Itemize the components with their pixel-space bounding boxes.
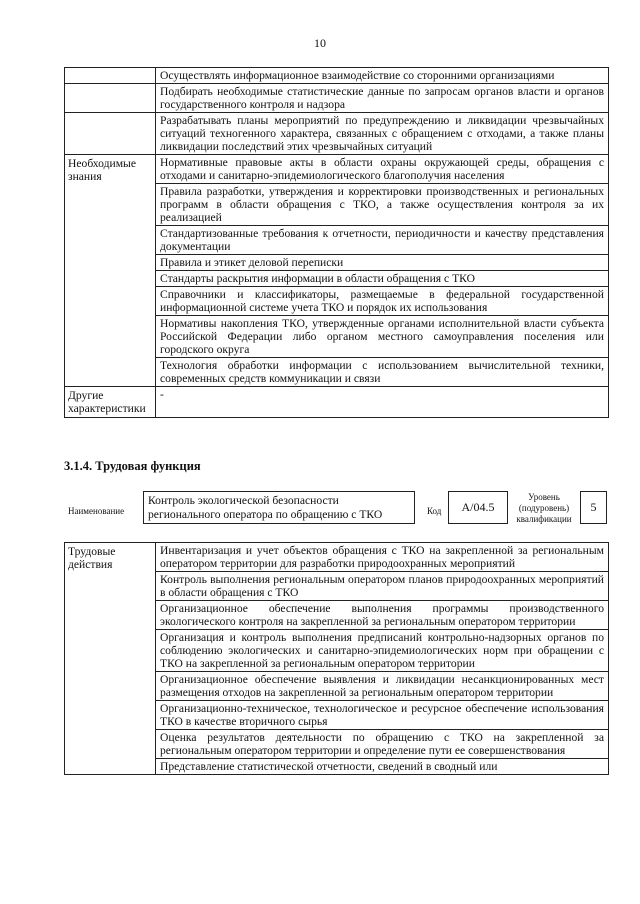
table-cell: Организационное обеспечение выполнения программы производственного экологического контроля на закрепленной за региональным оператором территории — [156, 601, 609, 630]
table-cell: Организационное обеспечение выявления и ликвидации несанкционированных мест размещения отходов на закрепленной за региональным оператором территории — [156, 672, 609, 701]
row-label — [65, 68, 156, 84]
name-label: Наименование — [68, 506, 125, 516]
table-cell: Подбирать необходимые статистические данные по запросам органов власти и органов государственного контроля и надзора — [156, 84, 609, 113]
table-cell: Представление статистической отчетности, сведений в сводный или — [156, 759, 609, 775]
table-cell: Правила разработки, утверждения и корректировки производственных и региональных программ в области обращения с ТКО, а также осуществления контроля за их реализацией — [156, 184, 609, 226]
code-label: Код — [427, 506, 442, 516]
row-label — [65, 84, 156, 113]
row-label-knowledge: Необходимые знания — [65, 155, 156, 387]
table-cell: Технология обработки информации с использованием вычислительной техники, современных средств коммуникации и связи — [156, 358, 609, 387]
table-cell: Инвентаризация и учет объектов обращения с ТКО на закрепленной за региональным оператором территории для разработки природоохранных мероприятий — [156, 543, 609, 572]
table-row — [65, 68, 609, 84]
table-cell: Организационно-техническое, технологическое и ресурсное обеспечение использования ТКО в качестве вторичного сырья — [156, 701, 609, 730]
page-number: 10 — [314, 36, 326, 50]
row-label-actions: Трудовые действия — [65, 543, 156, 775]
section-title: 3.1.4. Трудовая функция — [64, 459, 201, 473]
table-row — [65, 113, 609, 155]
table-row — [65, 84, 609, 113]
table-cell: Нормативные правовые акты в области охраны окружающей среды, обращения с отходами и санитарно-эпидемиологического благополучия населения — [156, 155, 609, 184]
table-cell: Нормативы накопления ТКО, утвержденные органами исполнительной власти субъекта Российской Федерации либо органом местного самоуправления поселения или городского округа — [156, 316, 609, 358]
table-row — [65, 155, 609, 184]
row-label — [65, 113, 156, 155]
table-row — [65, 387, 609, 418]
code-box: А/04.5 — [448, 491, 508, 524]
function-name-box: Контроль экологической безопасности регионального оператора по обращению с ТКО — [143, 491, 415, 524]
labor-actions-table — [64, 542, 609, 775]
table-cell: Осуществлять информационное взаимодействие со сторонними организациями — [156, 68, 609, 84]
table-row — [65, 543, 609, 572]
table-cell: Стандартизованные требования к отчетности, периодичности и качеству представления документации — [156, 226, 609, 255]
level-box: 5 — [580, 491, 607, 524]
table-cell: Разрабатывать планы мероприятий по предупреждению и ликвидации чрезвычайных ситуаций техногенного характера, связанных с обращением с отходами, а также планы ликвидации последствий этих чрезвычайных ситуаций — [156, 113, 609, 155]
table-cell: Организация и контроль выполнения предписаний контрольно-надзорных органов по соблюдению экологических и санитарно-эпидемиологических норм при обращении с ТКО на закрепленной за региональным оператором территории — [156, 630, 609, 672]
table-cell: - — [156, 387, 609, 418]
table-cell: Справочники и классификаторы, размещаемые в федеральной государственной информационной системе учета ТКО и порядок их использования — [156, 287, 609, 316]
table-cell: Стандарты раскрытия информации в области обращения с ТКО — [156, 271, 609, 287]
table-cell: Контроль выполнения региональным оператором планов природоохранных мероприятий в области обращения с ТКО — [156, 572, 609, 601]
row-label-other: Другие характеристики — [65, 387, 156, 418]
table-cell: Правила и этикет деловой переписки — [156, 255, 609, 271]
skills-knowledge-table — [64, 67, 609, 418]
level-label: Уровень (подуровень) квалификации — [516, 492, 572, 524]
table-cell: Оценка результатов деятельности по обращению с ТКО на закрепленной за региональным оператором территории и определение пути ее совершенствования — [156, 730, 609, 759]
